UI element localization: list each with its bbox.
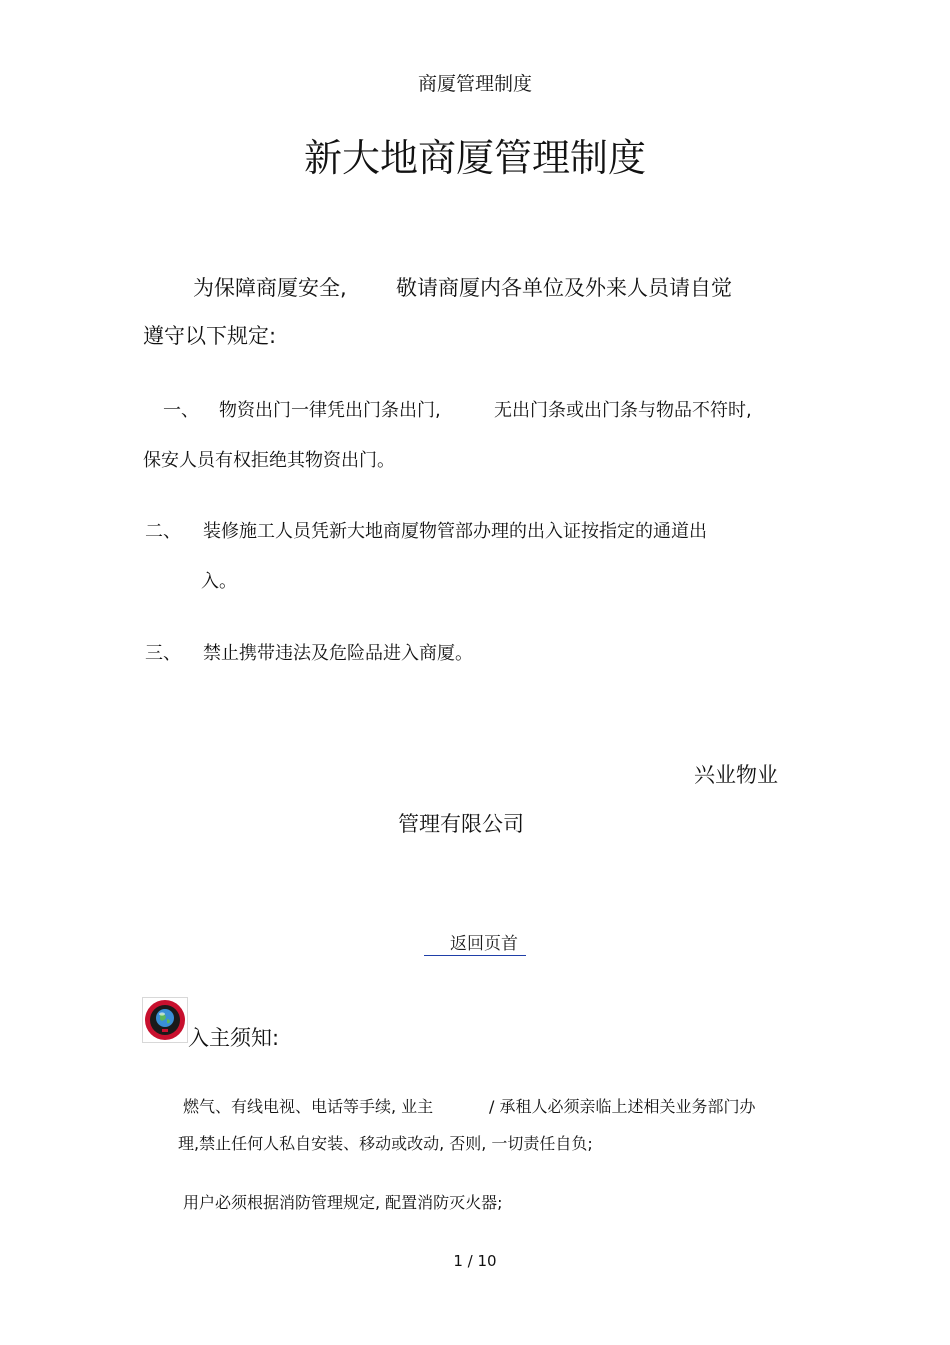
rule-2-line-c: 入。 [201, 571, 237, 592]
notice-para-1a: 燃气、有线电视、电话等手续, 业主 [183, 1097, 434, 1116]
rule-1-number: 一、 [163, 400, 199, 421]
rule-1-line-c: 保安人员有权拒绝其物资出门。 [143, 450, 395, 471]
notice-para-1b: / 承租人必须亲临上述相关业务部门办 [489, 1097, 756, 1116]
back-to-top-link[interactable]: 返回页首 [424, 933, 526, 956]
rule-2-number: 二、 [145, 521, 181, 542]
rule-2-line-a: 装修施工人员凭新大地商厦物管部办理的出入证按指定的通道出 [203, 521, 707, 542]
rule-1-line-b: 无出门条或出门条与物品不符时, [494, 400, 752, 421]
page-number: 1 / 10 [453, 1252, 497, 1270]
globe-badge-icon [142, 997, 188, 1043]
running-header: 商厦管理制度 [417, 73, 532, 95]
notice-title: 入主须知: [188, 1026, 280, 1050]
rule-3-line-a: 禁止携带违法及危险品进入商厦。 [203, 643, 473, 664]
intro-line-2: 遵守以下规定: [143, 324, 277, 348]
rule-1-line-a: 物资出门一律凭出门条出门, [219, 400, 441, 421]
document-title: 新大地商厦管理制度 [303, 136, 646, 180]
notice-para-2: 用户必须根据消防管理规定, 配置消防灭火器; [183, 1193, 503, 1212]
signature-line-2: 管理有限公司 [398, 812, 524, 836]
rule-3-number: 三、 [145, 643, 181, 664]
notice-para-1c: 理,禁止任何人私自安装、移动或改动, 否则, 一切责任自负; [178, 1134, 593, 1153]
intro-line-1b: 敬请商厦内各单位及外来人员请自觉 [396, 276, 732, 300]
intro-line-1a: 为保障商厦安全, [193, 276, 347, 300]
signature-line-1: 兴业物业 [694, 763, 778, 787]
